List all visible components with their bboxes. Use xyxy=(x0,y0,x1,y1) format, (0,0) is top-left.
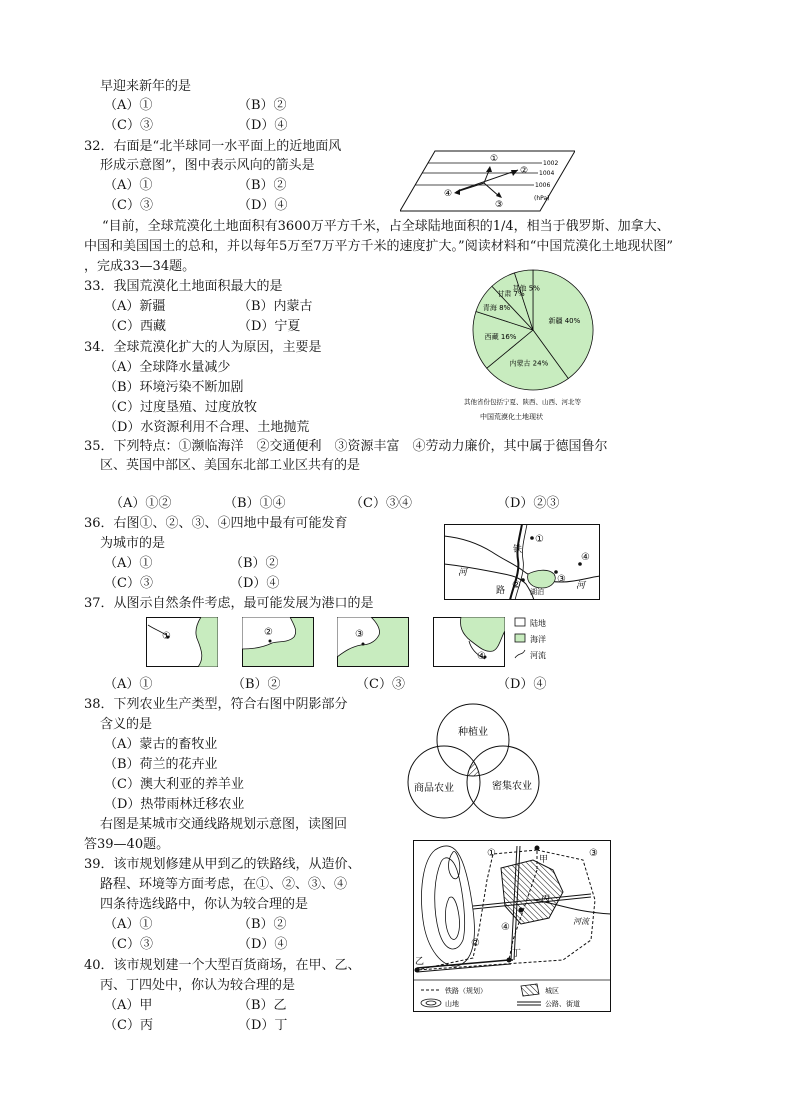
venn-commercial: 商品农业 xyxy=(414,783,454,794)
legend-road: 公路、街道 xyxy=(545,1000,580,1008)
wind-label-3: ③ xyxy=(495,200,504,210)
q35-stem-line1: 35．下列特点：①濒临海洋 ②交通便利 ③资源丰富 ④劳动力廉价，其中属于德国鲁尔 xyxy=(84,439,608,454)
q40-stem-line2: 丙、丁四处中，你认为较合理的是 xyxy=(100,978,296,993)
q36-option-c[interactable]: （C）③ xyxy=(104,576,153,591)
q32-option-d[interactable]: （D）④ xyxy=(238,198,288,213)
city-label-bing: 丙 xyxy=(541,895,551,905)
q33-option-b[interactable]: （B）内蒙古 xyxy=(238,299,313,314)
pie-label-5: 其他 5% xyxy=(512,284,540,293)
q34-stem: 34．全球荒漠化扩大的人为原因，主要是 xyxy=(84,340,322,355)
q38-option-a[interactable]: （A）蒙古的畜牧业 xyxy=(104,737,218,752)
q36-option-b[interactable]: （B）② xyxy=(230,556,279,571)
q34-option-c[interactable]: （C）过度垦殖、过度放牧 xyxy=(104,400,257,415)
rail-word-1: 铁 xyxy=(513,545,523,555)
q32-option-b[interactable]: （B）② xyxy=(238,178,287,193)
q38-option-c[interactable]: （C）澳大利亚的养羊业 xyxy=(104,777,244,792)
pie-label-4: 甘肃 7% xyxy=(497,289,525,298)
q32-option-a[interactable]: （A）① xyxy=(104,178,153,193)
isobar-1002: 1002 xyxy=(543,160,559,167)
q39-stem-line1: 39．该市规划修建从甲到乙的铁路线，从造价、 xyxy=(84,857,361,872)
wind-diagram xyxy=(400,150,575,212)
q39-stem-line2: 路程、环境等方面考虑，在①、②、③、④ xyxy=(100,877,348,892)
map-intro-line1: 右图是某城市交通线路规划示意图，读图回 xyxy=(100,817,348,832)
q34-option-d[interactable]: （D）水资源利用不合理、土地抛荒 xyxy=(104,420,310,435)
q39-stem-line3: 四条待选线路中，你认为较合理的是 xyxy=(100,897,309,912)
q39-option-c[interactable]: （C）③ xyxy=(104,937,153,952)
q36-stem-line2: 为城市的是 xyxy=(100,536,166,551)
q36-option-a[interactable]: （A）① xyxy=(104,556,153,571)
city-label-jia: 甲 xyxy=(539,855,549,865)
passage-line1: “目前，全球荒漠化土地面积有3600万平方千米，占全球陆地面积的1/4，相当于俄罗斯、加拿大、 xyxy=(102,219,670,234)
q38-stem-line2: 含义的是 xyxy=(100,717,153,732)
q33-option-c[interactable]: （C）西藏 xyxy=(104,319,166,334)
route-label-4: ④ xyxy=(501,922,510,933)
q40-option-a[interactable]: （A）甲 xyxy=(104,998,153,1013)
q37-stem: 37．从图示自然条件考虑，最可能发展为港口的是 xyxy=(84,596,374,611)
q31-tail: 早迎来新年的是 xyxy=(100,79,192,94)
q35-option-a[interactable]: （A）①② xyxy=(110,496,172,511)
city-planning-map xyxy=(413,840,611,1012)
q33-option-a[interactable]: （A）新疆 xyxy=(104,299,166,314)
pie-label-2: 西藏 16% xyxy=(484,333,517,342)
port-label-1: ① xyxy=(162,631,171,642)
q38-option-d[interactable]: （D）热带雨林迁移农业 xyxy=(104,797,245,812)
legend-land: 陆地 xyxy=(530,619,546,628)
q38-stem-line1: 38．下列农业生产类型，符合右图中阴影部分 xyxy=(84,697,348,712)
q39-option-a[interactable]: （A）① xyxy=(104,917,153,932)
q34-option-b[interactable]: （B）环境污染不断加剧 xyxy=(104,380,244,395)
port-map-3 xyxy=(337,617,409,667)
q31-option-a[interactable]: （A）① xyxy=(104,98,153,113)
wind-label-4: ④ xyxy=(444,189,453,199)
q35-option-c[interactable]: （C）③④ xyxy=(350,496,412,511)
legend-railway: 铁路（规划） xyxy=(445,987,487,995)
q39-option-d[interactable]: （D）④ xyxy=(238,937,288,952)
q37-option-c[interactable]: （C）③ xyxy=(356,677,405,692)
city-label-yi: 乙 xyxy=(415,957,425,967)
site-label-2: ② xyxy=(512,580,521,591)
passage-line2: 中国和美国国土的总和，并以每年5万至7万平方千米的速度扩大。”阅读材料和“中国荒漠化土地现状图” xyxy=(84,239,673,254)
pie-note: 其他省份包括宁夏、陕西、山西、河北等 xyxy=(464,398,581,406)
agriculture-venn xyxy=(406,702,544,820)
site-label-4: ④ xyxy=(581,552,590,563)
q40-option-c[interactable]: （C）丙 xyxy=(104,1018,153,1033)
q37-option-a[interactable]: （A）① xyxy=(104,677,153,692)
city-label-ding: 丁 xyxy=(512,949,522,959)
q37-option-b[interactable]: （B）② xyxy=(232,677,281,692)
map-intro-line2: 答39—40题。 xyxy=(84,837,170,852)
pie-label-3: 青海 8% xyxy=(482,303,511,312)
legend-sea: 海洋 xyxy=(530,635,546,644)
legend-mountain: 山地 xyxy=(445,1000,459,1008)
port-map-4 xyxy=(433,617,505,667)
q32-stem-line2: 形成示意图”，图中表示风向的箭头是 xyxy=(100,158,315,173)
q33-stem: 33．我国荒漠化土地面积最大的是 xyxy=(84,279,283,294)
legend-river: 河流 xyxy=(530,651,546,660)
venn-planting: 种植业 xyxy=(458,727,488,738)
q35-option-b[interactable]: （B）①④ xyxy=(224,496,286,511)
q40-stem-line1: 40．该市规划建一个大型百货商场，在甲、乙、 xyxy=(84,958,361,973)
route-label-3: ③ xyxy=(589,848,598,859)
port-map-1 xyxy=(146,617,218,667)
route-label-1: ① xyxy=(487,848,496,859)
port-label-4: ④ xyxy=(477,651,486,662)
rail-word-2: 路 xyxy=(496,586,506,596)
port-label-2: ② xyxy=(264,627,273,638)
q33-option-d[interactable]: （D）宁夏 xyxy=(238,319,301,334)
desertification-pie-chart xyxy=(458,262,608,424)
isobar-1004: 1004 xyxy=(539,170,555,177)
q32-option-c[interactable]: （C）③ xyxy=(104,198,153,213)
venn-intensive: 密集农业 xyxy=(492,781,532,792)
q36-option-d[interactable]: （D）④ xyxy=(230,576,280,591)
q37-option-d[interactable]: （D）④ xyxy=(497,677,547,692)
q40-option-b[interactable]: （B）乙 xyxy=(238,998,287,1013)
pie-label-0: 新疆 40% xyxy=(548,316,581,325)
q31-option-b[interactable]: （B）② xyxy=(238,98,287,113)
site-label-1: ① xyxy=(535,534,544,545)
q35-stem-line2: 区、英国中部区、美国东北部工业区共有的是 xyxy=(100,458,361,473)
port-map-2 xyxy=(242,617,314,667)
port-label-3: ③ xyxy=(355,629,364,640)
pie-label-1: 内蒙古 24% xyxy=(509,359,549,368)
river-word-1: 河 xyxy=(458,568,468,578)
q31-option-d[interactable]: （D）④ xyxy=(238,118,288,133)
wind-label-2: ② xyxy=(520,166,529,176)
q32-stem-line1: 32．右面是“北半球同一水平面上的近地面风 xyxy=(84,139,342,154)
q31-option-c[interactable]: （C）③ xyxy=(104,118,153,133)
q38-option-b[interactable]: （B）荷兰的花卉业 xyxy=(104,757,218,772)
wind-label-1: ① xyxy=(490,154,499,164)
q39-option-b[interactable]: （B）② xyxy=(238,917,287,932)
q34-option-a[interactable]: （A）全球降水量减少 xyxy=(104,360,231,375)
pie-title: 中国荒漠化土地现状 xyxy=(480,413,543,421)
q35-option-d[interactable]: （D）②③ xyxy=(497,496,560,511)
river-label: 河流 xyxy=(573,917,589,926)
route-label-2: ② xyxy=(471,938,480,949)
legend-district: 城区 xyxy=(545,987,559,995)
isobar-1006: 1006 xyxy=(535,182,551,189)
river-word-2: 河 xyxy=(576,581,586,591)
q40-option-d[interactable]: （D）丁 xyxy=(238,1018,288,1033)
city-site-map xyxy=(444,524,600,600)
isobar-unit: (hPa) xyxy=(534,195,550,202)
site-label-3: ③ xyxy=(557,574,566,585)
passage-line3: ，完成33—34题。 xyxy=(84,259,196,274)
port-legend xyxy=(512,615,572,665)
lake-word: 湖泊 xyxy=(530,588,544,596)
q36-stem-line1: 36．右图①、②、③、④四地中最有可能发育 xyxy=(84,516,348,531)
